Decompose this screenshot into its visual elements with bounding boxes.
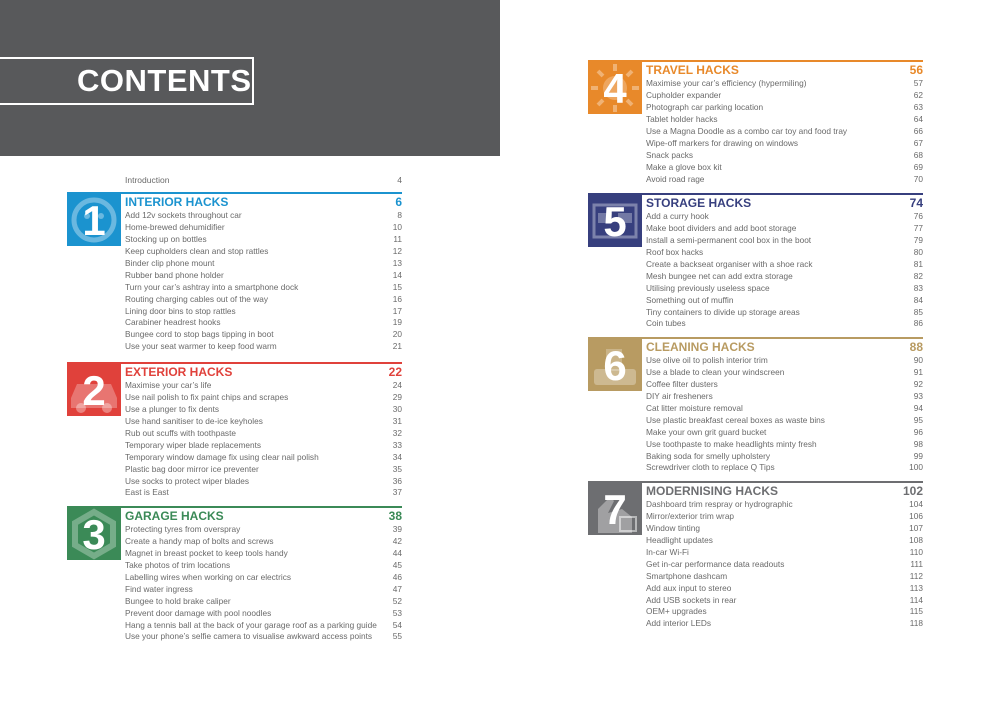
chapter-badge — [588, 62, 642, 114]
list-item[interactable] — [646, 150, 923, 162]
list-item[interactable] — [646, 78, 923, 90]
list-item[interactable] — [125, 246, 402, 258]
chapter-title[interactable]: STORAGE HACKS — [646, 196, 752, 210]
section-6 — [588, 337, 923, 479]
contents-title-box — [0, 57, 254, 105]
entry-page: 42 — [392, 535, 402, 546]
chapter-title[interactable]: INTERIOR HACKS — [125, 195, 229, 209]
list-item[interactable] — [646, 211, 923, 223]
list-item[interactable] — [646, 90, 923, 102]
entry-page: 29 — [392, 391, 402, 402]
entry-page: 111 — [910, 558, 923, 569]
list-item[interactable] — [646, 247, 923, 259]
list-item[interactable] — [125, 306, 402, 318]
list-item[interactable] — [646, 462, 923, 474]
list-item[interactable] — [646, 391, 923, 403]
list-item[interactable] — [646, 318, 923, 330]
entry-label: Magnet in breast pocket to keep tools handy — [125, 547, 288, 558]
entry-page: 31 — [392, 415, 402, 426]
entry-label: Rub out scuffs with toothpaste — [125, 427, 236, 438]
entry-label: Use a Magna Doodle as a combo car toy and food tray — [646, 125, 848, 136]
chapter-number: 5 — [603, 198, 627, 245]
entry-page: 39 — [392, 524, 402, 534]
chapter-page: 74 — [909, 196, 923, 210]
list-item[interactable] — [125, 317, 402, 329]
entry-page: 70 — [913, 173, 923, 184]
entry-label: Tablet holder hacks — [646, 113, 718, 124]
chapter-page: 102 — [902, 484, 923, 498]
entry-label: Use plastic breakfast cereal boxes as waste bins — [646, 414, 825, 425]
entry-page: 83 — [913, 282, 923, 293]
list-item[interactable] — [125, 294, 402, 306]
entry-label: Use hand sanitiser to de-ice keyholes — [125, 415, 263, 426]
entry-page: 84 — [913, 294, 923, 305]
entry-page: 17 — [392, 305, 402, 316]
entry-label: Use a blade to clean your windscreen — [646, 366, 785, 377]
entry-page: 63 — [913, 101, 923, 112]
entry-label: Headlight updates — [646, 534, 713, 545]
list-item[interactable] — [646, 223, 923, 235]
entry-label: Use your seat warmer to keep food warm — [125, 341, 277, 352]
entry-page: 104 — [909, 499, 923, 509]
chapter-title[interactable]: TRAVEL HACKS — [646, 63, 739, 77]
chapter-number: 3 — [82, 511, 106, 558]
entry-label: Protecting tyres from overspray — [125, 524, 241, 534]
entry-page: 85 — [913, 306, 923, 317]
list-item[interactable] — [125, 631, 402, 643]
section-2 — [67, 362, 402, 504]
entry-label: Coffee filter dusters — [646, 378, 718, 389]
entry-label: Binder clip phone mount — [125, 257, 215, 268]
chapter-title[interactable]: MODERNISING HACKS — [646, 484, 779, 498]
list-item[interactable] — [125, 222, 402, 234]
entry-page: 69 — [913, 161, 923, 172]
chapter-page: 56 — [909, 63, 923, 77]
section-5 — [588, 193, 923, 335]
entry-label: Use nail polish to fix paint chips and scrapes — [125, 391, 289, 402]
entry-page: 30 — [392, 403, 402, 414]
chapter-entries — [646, 211, 923, 330]
entry-page: 99 — [913, 450, 923, 461]
list-item[interactable] — [646, 295, 923, 307]
list-item[interactable] — [125, 536, 402, 548]
chapter-page: 88 — [909, 340, 923, 354]
entry-label: Make your own grit guard bucket — [646, 426, 767, 437]
list-item[interactable] — [125, 596, 402, 608]
entry-page: 12 — [392, 245, 402, 256]
entry-page: 14 — [392, 269, 402, 280]
list-item[interactable] — [646, 606, 923, 618]
list-item[interactable] — [125, 341, 402, 353]
entry-page: 76 — [913, 211, 923, 221]
entry-label: Tiny containers to divide up storage areas — [646, 306, 800, 317]
list-item[interactable] — [646, 427, 923, 439]
entry-label: Use toothpaste to make headlights minty fresh — [646, 438, 817, 449]
entry-page: 34 — [392, 451, 402, 462]
list-item[interactable] — [646, 523, 923, 535]
chapter-entries — [646, 78, 923, 185]
entry-page: 108 — [909, 534, 923, 545]
entry-label: Mirror/exterior trim wrap — [646, 510, 735, 521]
list-item[interactable] — [646, 535, 923, 547]
entry-label: Cat litter moisture removal — [646, 402, 743, 413]
entry-label: Screwdriver cloth to replace Q Tips — [646, 462, 775, 473]
entry-page: 86 — [913, 318, 923, 329]
entry-page: 106 — [909, 510, 923, 521]
chapter-badge — [588, 195, 642, 247]
entry-label: Roof box hacks — [646, 246, 704, 257]
chapter-number: 1 — [82, 197, 106, 244]
entry-label: Stocking up on bottles — [125, 233, 207, 244]
entry-label: Routing charging cables out of the way — [125, 293, 268, 304]
entry-page: 32 — [392, 427, 402, 438]
list-item[interactable] — [125, 548, 402, 560]
list-item[interactable] — [646, 367, 923, 379]
list-item[interactable] — [646, 571, 923, 583]
list-item[interactable] — [646, 126, 923, 138]
entry-page: 11 — [393, 233, 402, 244]
entry-label: Use your phone’s selfie camera to visualise awkward access points — [125, 631, 373, 642]
chapter-entries — [646, 355, 923, 474]
list-item[interactable] — [646, 355, 923, 367]
entry-label: Something out of muffin — [646, 294, 734, 305]
entry-label: Labelling wires when working on car electrics — [125, 571, 292, 582]
entry-page: 33 — [392, 439, 402, 450]
section-1 — [67, 192, 402, 357]
list-item[interactable] — [646, 499, 923, 511]
entry-page: 96 — [913, 426, 923, 437]
entry-page: 10 — [392, 221, 402, 232]
entry-label: Use olive oil to polish interior trim — [646, 355, 768, 365]
entry-page: 8 — [397, 210, 402, 220]
entry-page: 15 — [392, 281, 402, 292]
entry-page: 46 — [392, 571, 402, 582]
entry-page: 95 — [913, 414, 923, 425]
entry-page: 90 — [913, 355, 923, 365]
chapter-page: 38 — [388, 509, 402, 523]
list-item[interactable] — [646, 403, 923, 415]
entry-label: Baking soda for smelly upholstery — [646, 450, 771, 461]
list-item[interactable] — [125, 404, 402, 416]
entry-label: Create a handy map of bolts and screws — [125, 535, 274, 546]
list-item[interactable] — [125, 464, 402, 476]
entry-label: Make a glove box kit — [646, 161, 722, 172]
entry-label: Window tinting — [646, 522, 700, 533]
section-3 — [67, 506, 402, 648]
entry-label: Cupholder expander — [646, 89, 722, 100]
list-item[interactable] — [646, 415, 923, 427]
chapter-badge — [67, 508, 121, 560]
entry-label: Add aux input to stereo — [646, 582, 732, 593]
entry-page: 37 — [392, 487, 402, 498]
list-item[interactable] — [125, 487, 402, 499]
list-item[interactable] — [125, 282, 402, 294]
entry-page: 81 — [913, 258, 923, 269]
list-item[interactable] — [125, 416, 402, 428]
chapter-number: 4 — [603, 65, 627, 112]
entry-page: 100 — [909, 462, 923, 473]
entry-label: Snack packs — [646, 149, 694, 160]
entry-label: Dashboard trim respray or hydrographic — [646, 499, 793, 509]
list-item[interactable] — [646, 259, 923, 271]
list-item[interactable] — [646, 451, 923, 463]
chapter-entries — [125, 524, 402, 643]
chapter-badge — [588, 483, 642, 535]
list-item[interactable] — [125, 258, 402, 270]
entry-page: 16 — [392, 293, 402, 304]
entry-label: Get in-car performance data readouts — [646, 558, 785, 569]
entry-page: 52 — [392, 595, 402, 606]
entry-page: 93 — [913, 390, 923, 401]
chapter-entries — [125, 210, 402, 353]
list-item[interactable] — [646, 102, 923, 114]
chapter-number: 6 — [603, 342, 627, 389]
list-item[interactable] — [646, 379, 923, 391]
entry-page: 19 — [392, 317, 402, 328]
entry-page: 82 — [913, 270, 923, 281]
introduction-label: Introduction — [125, 175, 170, 185]
entry-label: Utilising previously useless space — [646, 282, 770, 293]
list-item[interactable] — [646, 174, 923, 186]
entry-label: Temporary wiper blade replacements — [125, 439, 262, 450]
entry-label: East is East — [125, 487, 169, 498]
entry-label: Add a curry hook — [646, 211, 709, 221]
entry-page: 47 — [392, 583, 402, 594]
entry-label: Use socks to protect wiper blades — [125, 475, 250, 486]
entry-page: 13 — [392, 257, 402, 268]
entry-page: 54 — [392, 619, 402, 630]
list-item[interactable] — [125, 560, 402, 572]
entry-label: Plastic bag door mirror ice preventer — [125, 463, 259, 474]
list-item[interactable] — [125, 452, 402, 464]
chapter-badge — [588, 339, 642, 391]
list-item[interactable] — [646, 439, 923, 451]
entry-label: Maximise your car’s efficiency (hypermiling) — [646, 78, 807, 88]
list-item[interactable] — [646, 583, 923, 595]
entry-label: Find water ingress — [125, 583, 193, 594]
entry-label: Bungee to hold brake caliper — [125, 595, 231, 606]
list-item[interactable] — [125, 476, 402, 488]
entry-page: 44 — [392, 547, 402, 558]
list-item[interactable] — [125, 584, 402, 596]
list-item[interactable] — [125, 620, 402, 632]
entry-label: Coin tubes — [646, 318, 686, 329]
entry-page: 94 — [913, 402, 923, 413]
entry-label: Carabiner headrest hooks — [125, 317, 221, 328]
entry-page: 24 — [392, 380, 402, 390]
list-item[interactable] — [646, 307, 923, 319]
list-item[interactable] — [646, 547, 923, 559]
entry-label: Temporary window damage fix using clear nail polish — [125, 451, 319, 462]
introduction-page: 4 — [397, 175, 402, 185]
entry-label: Add 12v sockets throughout car — [125, 210, 242, 220]
chapter-title[interactable]: GARAGE HACKS — [125, 509, 224, 523]
entry-page: 92 — [913, 378, 923, 389]
entry-label: In-car Wi-Fi — [646, 546, 689, 557]
entry-label: Add interior LEDs — [646, 618, 712, 629]
list-item[interactable] — [125, 440, 402, 452]
chapter-page: 6 — [395, 195, 402, 209]
entry-page: 113 — [909, 582, 923, 593]
entry-page: 107 — [909, 522, 923, 533]
page-title: CONTENTS — [77, 63, 252, 98]
entry-page: 35 — [392, 463, 402, 474]
entry-page: 80 — [913, 246, 923, 257]
chapter-badge — [67, 364, 121, 416]
list-item[interactable] — [125, 608, 402, 620]
entry-label: Use a plunger to fix dents — [125, 403, 220, 414]
list-item[interactable] — [646, 618, 923, 630]
list-item[interactable] — [646, 235, 923, 247]
entry-label: Prevent door damage with pool noodles — [125, 607, 272, 618]
entry-label: Mesh bungee net can add extra storage — [646, 270, 793, 281]
entry-page: 36 — [392, 475, 402, 486]
entry-page: 55 — [392, 631, 402, 642]
list-item[interactable] — [125, 329, 402, 341]
list-item[interactable] — [646, 114, 923, 126]
entry-label: Bungee cord to stop bags tipping in boot — [125, 329, 274, 340]
list-item[interactable] — [125, 270, 402, 282]
entry-label: Home-brewed dehumidifier — [125, 221, 225, 232]
entry-label: Make boot dividers and add boot storage — [646, 222, 797, 233]
entry-label: OEM+ upgrades — [646, 606, 707, 617]
section-4 — [588, 60, 923, 190]
entry-page: 68 — [913, 149, 923, 160]
list-item[interactable] — [125, 380, 402, 392]
list-item[interactable] — [125, 234, 402, 246]
entry-label: Take photos of trim locations — [125, 559, 231, 570]
entry-label: Rubber band phone holder — [125, 269, 224, 280]
entry-label: Turn your car’s ashtray into a smartphone dock — [125, 281, 299, 292]
chapter-title[interactable]: CLEANING HACKS — [646, 340, 755, 354]
chapter-title[interactable]: EXTERIOR HACKS — [125, 365, 233, 379]
section-7 — [588, 481, 923, 634]
entry-page: 79 — [913, 234, 923, 245]
chapter-entries — [125, 380, 402, 499]
entry-label: Wipe-off markers for drawing on windows — [646, 137, 799, 148]
list-item[interactable] — [646, 162, 923, 174]
entry-label: Hang a tennis ball at the back of your garage roof as a parking guide — [125, 619, 377, 630]
entry-page: 115 — [909, 606, 923, 617]
list-item[interactable] — [646, 283, 923, 295]
list-item[interactable] — [125, 572, 402, 584]
header-band — [0, 0, 500, 156]
list-item[interactable] — [646, 595, 923, 607]
entry-label: Photograph car parking location — [646, 101, 764, 112]
entry-page: 110 — [909, 546, 923, 557]
chapter-number: 7 — [603, 486, 627, 533]
entry-page: 64 — [913, 113, 923, 124]
list-item[interactable] — [646, 511, 923, 523]
entry-label: Create a backseat organiser with a shoe rack — [646, 258, 813, 269]
entry-page: 98 — [913, 438, 923, 449]
entry-page: 57 — [913, 78, 923, 88]
list-item[interactable] — [125, 210, 402, 222]
entry-page: 112 — [909, 570, 923, 581]
entry-page: 67 — [913, 137, 923, 148]
entry-label: Install a semi-permanent cool box in the boot — [646, 234, 812, 245]
entry-page: 118 — [909, 618, 923, 629]
entry-page: 114 — [909, 594, 923, 605]
entry-label: Smartphone dashcam — [646, 570, 728, 581]
list-item[interactable] — [125, 524, 402, 536]
entry-page: 20 — [392, 329, 402, 340]
list-item[interactable] — [646, 559, 923, 571]
entry-label: DIY air fresheners — [646, 390, 713, 401]
chapter-entries — [646, 499, 923, 630]
entry-page: 66 — [913, 125, 923, 136]
list-item[interactable] — [646, 138, 923, 150]
entry-label: Maximise your car’s life — [125, 380, 212, 390]
list-item[interactable] — [125, 392, 402, 404]
entry-page: 91 — [913, 366, 923, 377]
chapter-number: 2 — [82, 367, 106, 414]
entry-label: Lining door bins to stop rattles — [125, 305, 236, 316]
entry-page: 62 — [913, 89, 923, 100]
introduction-entry[interactable] — [125, 174, 402, 186]
chapter-badge — [67, 194, 121, 246]
list-item[interactable] — [646, 271, 923, 283]
list-item[interactable] — [125, 428, 402, 440]
entry-page: 53 — [392, 607, 402, 618]
entry-label: Keep cupholders clean and stop rattles — [125, 245, 269, 256]
entry-page: 45 — [392, 559, 402, 570]
chapter-page: 22 — [388, 365, 402, 379]
entry-label: Add USB sockets in rear — [646, 594, 737, 605]
entry-page: 77 — [913, 222, 923, 233]
entry-page: 21 — [392, 341, 402, 352]
entry-label: Avoid road rage — [646, 173, 705, 184]
